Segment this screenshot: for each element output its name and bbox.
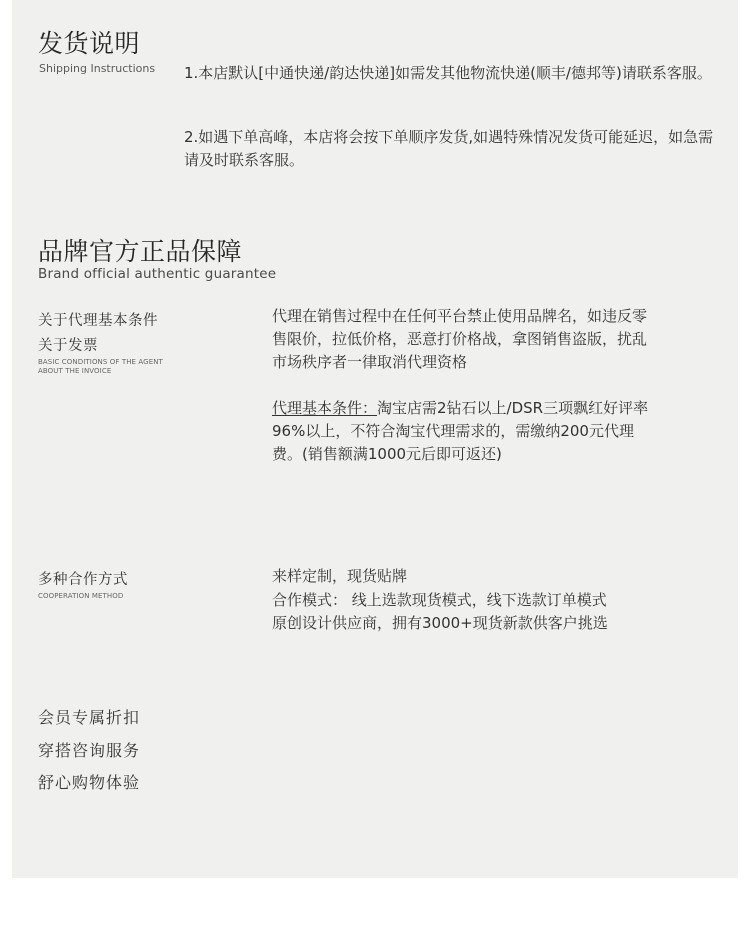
shipping-note-1: 1.本店默认[中通快递/韵达快递]如需发其他物流快递(顺丰/德邦等)请联系客服。 <box>184 64 712 82</box>
coop-line-1: 来样定制，现货贴牌 <box>272 567 408 585</box>
invoice-label: 关于发票 <box>38 338 98 354</box>
invoice-label-en: ABOUT THE INVOICE <box>38 367 112 375</box>
coop-line-2: 合作模式： 线上选款现货模式，线下选款订单模式 <box>272 591 607 609</box>
perk-item: 会员专属折扣 <box>38 708 141 727</box>
brand-subtitle: Brand official authentic guarantee <box>38 266 277 282</box>
agent-rule: 代理在销售过程中在任何平台禁止使用品牌名，如违反零售限价，拉低价格，恶意打价格战，拿图销售盗版，扰乱市场秩序者一律取消代理资格 <box>272 307 648 371</box>
agent-conditions-text: 淘宝店需2钻石以上/DSR三项飘红好评率96%以上，不符合淘宝代理需求的，需缴纳200元代理费。(销售额满1000元后即可返还) <box>272 399 649 463</box>
shipping-title: 发货说明 <box>38 29 141 58</box>
agent-conditions <box>272 397 658 466</box>
agent-label-en: BASIC CONDITIONS OF THE AGENT <box>38 358 163 366</box>
coop-label-en: COOPERATION METHOD <box>38 592 124 600</box>
coop-line-3: 原创设计供应商，拥有3000+现货新款供客户挑选 <box>272 614 608 632</box>
perk-item: 舒心购物体验 <box>38 773 141 792</box>
shipping-subtitle: Shipping Instructions <box>39 62 156 75</box>
agent-conditions-label: 代理基本条件： <box>272 399 378 417</box>
brand-title: 品牌官方正品保障 <box>38 237 243 266</box>
perk-item: 穿搭咨询服务 <box>38 741 141 760</box>
shipping-note-2: 2.如遇下单高峰，本店将会按下单顺序发货,如遇特殊情况发货可能延迟，如急需请及时联系客服。 <box>184 128 714 169</box>
agent-label: 关于代理基本条件 <box>38 313 158 329</box>
coop-label: 多种合作方式 <box>38 572 128 588</box>
